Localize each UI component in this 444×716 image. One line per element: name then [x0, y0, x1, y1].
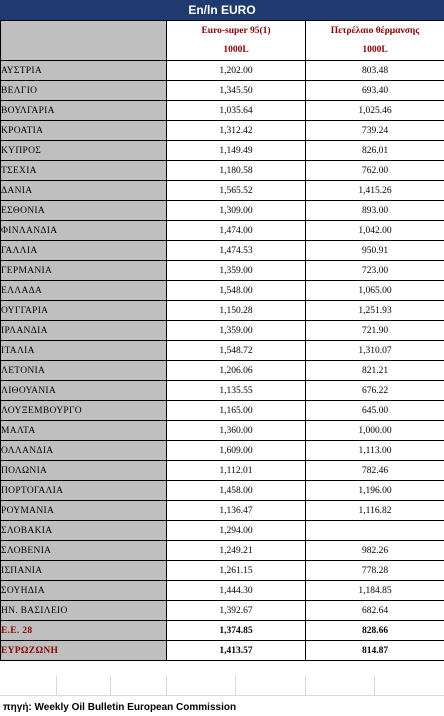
table-row — [1, 301, 444, 321]
heating-oil-price-cell: 1,310.07 — [306, 341, 444, 361]
country-cell: ΛΕΤΟΝΙΑ — [1, 361, 167, 381]
euro-super-price-cell: 1,548.00 — [167, 281, 306, 301]
table-row — [1, 261, 444, 281]
heating-oil-price-cell: 693.40 — [306, 81, 444, 101]
country-cell: ΣΟΥΗΔΙΑ — [1, 581, 167, 601]
country-cell: ΠΟΡΤΟΓΑΛΙΑ — [1, 481, 167, 501]
euro-super-price-cell: 1,261.15 — [167, 561, 306, 581]
euro-super-price-cell: 1,309.00 — [167, 201, 306, 221]
heating-oil-price-cell: 950.91 — [306, 241, 444, 261]
heating-oil-price-cell: 1,251.93 — [306, 301, 444, 321]
euro-super-price-cell: 1,035.64 — [167, 101, 306, 121]
heating-oil-price-cell: 782.46 — [306, 461, 444, 481]
table-row — [1, 101, 444, 121]
fuel-price-table — [0, 20, 444, 661]
table-row — [1, 541, 444, 561]
table-row — [1, 321, 444, 341]
heating-oil-price-cell: 1,184.85 — [306, 581, 444, 601]
table-row — [1, 521, 444, 541]
table-row — [1, 341, 444, 361]
euro-super-price-cell: 1,609.00 — [167, 441, 306, 461]
table-row — [1, 481, 444, 501]
euro-super-price-cell: 1,458.00 — [167, 481, 306, 501]
country-cell: ΠΟΛΩΝΙΑ — [1, 461, 167, 481]
table-row — [1, 61, 444, 81]
heating-oil-price-cell: 803.48 — [306, 61, 444, 81]
table-row — [1, 441, 444, 461]
table-row — [1, 381, 444, 401]
euro-super-price-cell: 1,112.01 — [167, 461, 306, 481]
grid-line — [0, 695, 444, 696]
grid-line — [235, 676, 236, 696]
heating-oil-price-cell: 1,113.00 — [306, 441, 444, 461]
euro-super-price-cell: 1,474.00 — [167, 221, 306, 241]
header-row — [1, 21, 444, 41]
heating-oil-price-cell: 1,042.00 — [306, 221, 444, 241]
country-cell: ΕΣΘΟΝΙΑ — [1, 201, 167, 221]
country-cell: ΙΡΛΑΝΔΙΑ — [1, 321, 167, 341]
euro-super-price-cell: 1,202.00 — [167, 61, 306, 81]
grid-line — [56, 676, 57, 696]
table-title: En/ln EURO — [0, 0, 444, 20]
total-row — [1, 641, 444, 661]
euro-super-price-cell: 1,359.00 — [167, 261, 306, 281]
country-cell: ΗΝ. ΒΑΣΙΛΕΙΟ — [1, 601, 167, 621]
table-row — [1, 141, 444, 161]
heating-oil-price-cell: 739.24 — [306, 121, 444, 141]
euro-super-price-cell: 1,548.72 — [167, 341, 306, 361]
country-cell: ΣΛΟΒΕΝΙΑ — [1, 541, 167, 561]
heating-oil-price-cell: 1,025.46 — [306, 101, 444, 121]
heating-oil-price-cell: 645.00 — [306, 401, 444, 421]
euro-super-price-cell: 1,149.49 — [167, 141, 306, 161]
total-row — [1, 621, 444, 641]
country-cell: ΟΥΓΓΑΡΙΑ — [1, 301, 167, 321]
euro-super-price-cell: 1,565.52 — [167, 181, 306, 201]
table-row — [1, 601, 444, 621]
country-cell: ΤΣΕΧΙΑ — [1, 161, 167, 181]
grid-line — [374, 676, 375, 696]
header-blank-cell — [1, 21, 167, 61]
euro-super-price-cell: 1,136.47 — [167, 501, 306, 521]
euro-super-price-cell: 1,392.67 — [167, 601, 306, 621]
country-cell: ΦΙΝΛΑΝΔΙΑ — [1, 221, 167, 241]
grid-line — [110, 676, 111, 696]
heating-oil-price-cell: 676.22 — [306, 381, 444, 401]
country-cell: ΡΟΥΜΑΝΙΑ — [1, 501, 167, 521]
heating-oil-price-cell: 721.90 — [306, 321, 444, 341]
euro-super-price-cell: 1,360.00 — [167, 421, 306, 441]
country-cell: ΕΥΡΩΖΩΝΗ — [1, 641, 167, 661]
country-cell: ΣΛΟΒΑΚΙΑ — [1, 521, 167, 541]
table-row — [1, 561, 444, 581]
table-row — [1, 181, 444, 201]
euro-super-price-cell: 1,359.00 — [167, 321, 306, 341]
heating-oil-price-cell: 723.00 — [306, 261, 444, 281]
unit-euro-super: 1000L — [167, 41, 306, 61]
source-note: πηγή: Weekly Oil Bulletin European Commission — [3, 702, 237, 713]
country-cell: ΑΥΣΤΡΙΑ — [1, 61, 167, 81]
heating-oil-price-cell: 821.21 — [306, 361, 444, 381]
euro-super-price-cell: 1,444.30 — [167, 581, 306, 601]
euro-super-price-cell: 1,249.21 — [167, 541, 306, 561]
country-cell: ΙΤΑΛΙΑ — [1, 341, 167, 361]
heating-oil-price-cell: 814.87 — [306, 641, 444, 661]
euro-super-price-cell: 1,165.00 — [167, 401, 306, 421]
country-cell: ΜΑΛΤΑ — [1, 421, 167, 441]
table-row — [1, 581, 444, 601]
heating-oil-price-cell: 682.64 — [306, 601, 444, 621]
euro-super-price-cell: 1,345.50 — [167, 81, 306, 101]
euro-super-price-cell: 1,150.28 — [167, 301, 306, 321]
euro-super-price-cell: 1,374.85 — [167, 621, 306, 641]
heating-oil-price-cell: 1,065.00 — [306, 281, 444, 301]
column-header-heating-oil: Πετρέλαιο θέρμανσης — [306, 21, 444, 41]
euro-super-price-cell: 1,312.42 — [167, 121, 306, 141]
country-cell: ΕΛΛΑΔΑ — [1, 281, 167, 301]
heating-oil-price-cell: 762.00 — [306, 161, 444, 181]
country-cell: ΚΡΟΑΤΙΑ — [1, 121, 167, 141]
country-cell: ΓΑΛΛΙΑ — [1, 241, 167, 261]
grid-line — [166, 676, 167, 696]
heating-oil-price-cell: 828.66 — [306, 621, 444, 641]
unit-heating-oil: 1000L — [306, 41, 444, 61]
euro-super-price-cell: 1,413.57 — [167, 641, 306, 661]
table-row — [1, 401, 444, 421]
heating-oil-price-cell: 982.26 — [306, 541, 444, 561]
table-row — [1, 161, 444, 181]
table-row — [1, 241, 444, 261]
table-row — [1, 121, 444, 141]
table-row — [1, 81, 444, 101]
heating-oil-price-cell: 1,000.00 — [306, 421, 444, 441]
country-cell: ΚΥΠΡΟΣ — [1, 141, 167, 161]
heating-oil-price-cell: 1,116.82 — [306, 501, 444, 521]
country-cell: ΙΣΠΑΝΙΑ — [1, 561, 167, 581]
euro-super-price-cell: 1,206.06 — [167, 361, 306, 381]
table-row — [1, 281, 444, 301]
table-row — [1, 421, 444, 441]
country-cell: ΓΕΡΜΑΝΙΑ — [1, 261, 167, 281]
country-cell: ΛΙΘΟΥΑΝΙΑ — [1, 381, 167, 401]
grid-line — [305, 676, 306, 696]
heating-oil-price-cell — [306, 521, 444, 541]
country-cell: ΒΟΥΛΓΑΡΙΑ — [1, 101, 167, 121]
heating-oil-price-cell: 893.00 — [306, 201, 444, 221]
country-cell: ΔΑΝΙΑ — [1, 181, 167, 201]
heating-oil-price-cell: 1,196.00 — [306, 481, 444, 501]
heating-oil-price-cell: 826.01 — [306, 141, 444, 161]
heating-oil-price-cell: 1,415.26 — [306, 181, 444, 201]
euro-super-price-cell: 1,474.53 — [167, 241, 306, 261]
country-cell: ΒΕΛΓΙΟ — [1, 81, 167, 101]
euro-super-price-cell: 1,294.00 — [167, 521, 306, 541]
table-row — [1, 361, 444, 381]
country-cell: ΟΛΛΑΝΔΙΑ — [1, 441, 167, 461]
table-row — [1, 201, 444, 221]
column-header-euro-super: Euro-super 95(1) — [167, 21, 306, 41]
table-row — [1, 461, 444, 481]
country-cell: Ε.Ε. 28 — [1, 621, 167, 641]
euro-super-price-cell: 1,180.58 — [167, 161, 306, 181]
table-row — [1, 221, 444, 241]
country-cell: ΛΟΥΞΕΜΒΟΥΡΓΟ — [1, 401, 167, 421]
euro-super-price-cell: 1,135.55 — [167, 381, 306, 401]
heating-oil-price-cell: 778.28 — [306, 561, 444, 581]
table-row — [1, 501, 444, 521]
